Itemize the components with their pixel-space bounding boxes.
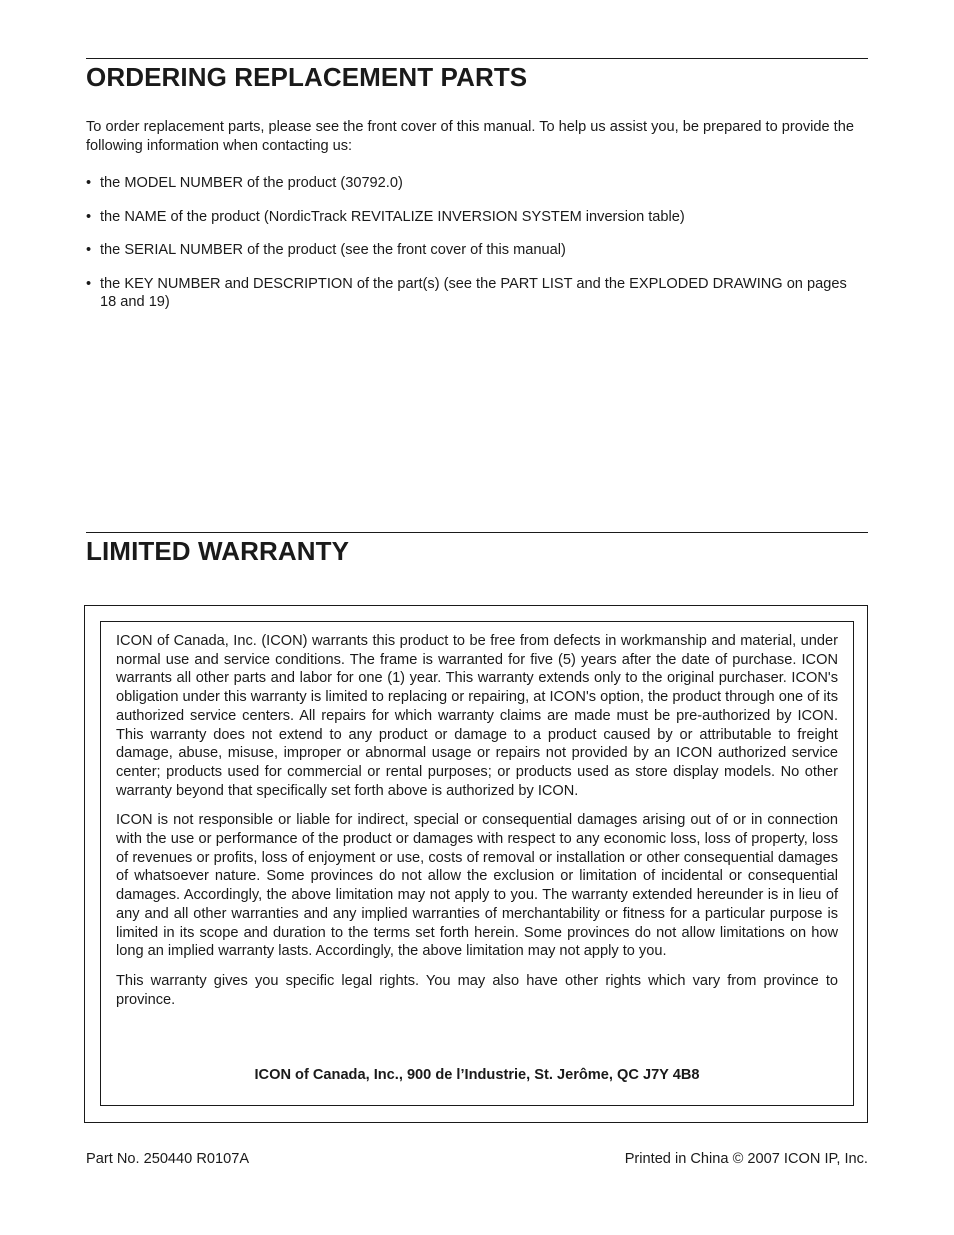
company-address: ICON of Canada, Inc., 900 de l’Industrie, St. Jerôme, QC J7Y 4B8 <box>254 1067 700 1083</box>
print-notice: Printed in China © 2007 ICON IP, Inc. <box>624 1151 868 1167</box>
warranty-paragraph: ICON is not responsible or liable for indirect, special or consequential damages arising out of or in connection with the use or performance of the product or damages with respect to any economic loss, loss of property, loss of revenues or profits, loss of enjoyment or use, costs of removal or installation or other consequential damages of whatsoever nature. Some provinces do not allow the exclusion or limitation of incidental or consequential damages. Accordingly, the above limitation may not apply to you. The warranty extended hereunder is in lieu of any and all other warranties and any implied warranties of merchantability or fitness for a particular purpose is limited in its scope and duration to the terms set forth herein. Some provinces do not allow limitations on how long an implied warranty lasts. Accordingly, the above limitation may not apply to you. <box>116 812 838 960</box>
warranty-paragraph: This warranty gives you specific legal rights. You may also have other rights which vary from province to province. <box>116 972 838 1008</box>
bullet-icon: • <box>86 208 92 225</box>
section-rule-ordering <box>86 58 868 59</box>
bullet-icon: • <box>86 275 92 292</box>
warranty-heading: LIMITED WARRANTY <box>86 536 350 566</box>
ordering-heading: ORDERING REPLACEMENT PARTS <box>86 62 528 92</box>
warranty-paragraph: ICON of Canada, Inc. (ICON) warrants this product to be free from defects in workmanship and material, under normal use and service conditions. The frame is warranted for five (5) years after the date of purchase. ICON warrants all other parts and labor for one (1) year. This warranty extends only to the original purchaser. ICON's obligation under this warranty is limited to replacing or repairing, at ICON's option, the product through one of its authorized service centers. All repairs for which warranty claims are made must be pre-authorized by ICON. This warranty does not extend to any product or damage to a product caused by or attributable to freight damage, abuse, misuse, improper or abnormal usage or repairs not provided by an ICON authorized service center; products used for commercial or rental purposes; or products used as store display models. No other warranty beyond that specifically set forth above is authorized by ICON. <box>116 633 838 799</box>
list-item <box>86 275 866 312</box>
list-item <box>86 174 866 193</box>
bullet-icon: • <box>86 175 92 191</box>
ordering-intro: To order replacement parts, please see the front cover of this manual. To help us assist you, be prepared to provide the following information when contacting us: <box>86 119 854 154</box>
part-number: Part No. 250440 R0107A <box>86 1151 250 1167</box>
ordering-info-list <box>86 174 866 327</box>
list-item <box>86 208 866 227</box>
list-item-text: the MODEL NUMBER of the product (30792.0) <box>100 175 403 191</box>
list-item-text: the SERIAL NUMBER of the product (see the front cover of this manual) <box>100 242 566 258</box>
list-item-text: the NAME of the product (NordicTrack REVITALIZE INVERSION SYSTEM inversion table) <box>100 208 685 225</box>
list-item <box>86 241 866 260</box>
warranty-body <box>116 632 838 1020</box>
list-item-text: the KEY NUMBER and DESCRIPTION of the part(s) (see the PART LIST and the EXPLODED DRAWING on pages 18 and 19) <box>100 275 847 310</box>
bullet-icon: • <box>86 242 92 258</box>
section-rule-warranty <box>86 532 868 533</box>
